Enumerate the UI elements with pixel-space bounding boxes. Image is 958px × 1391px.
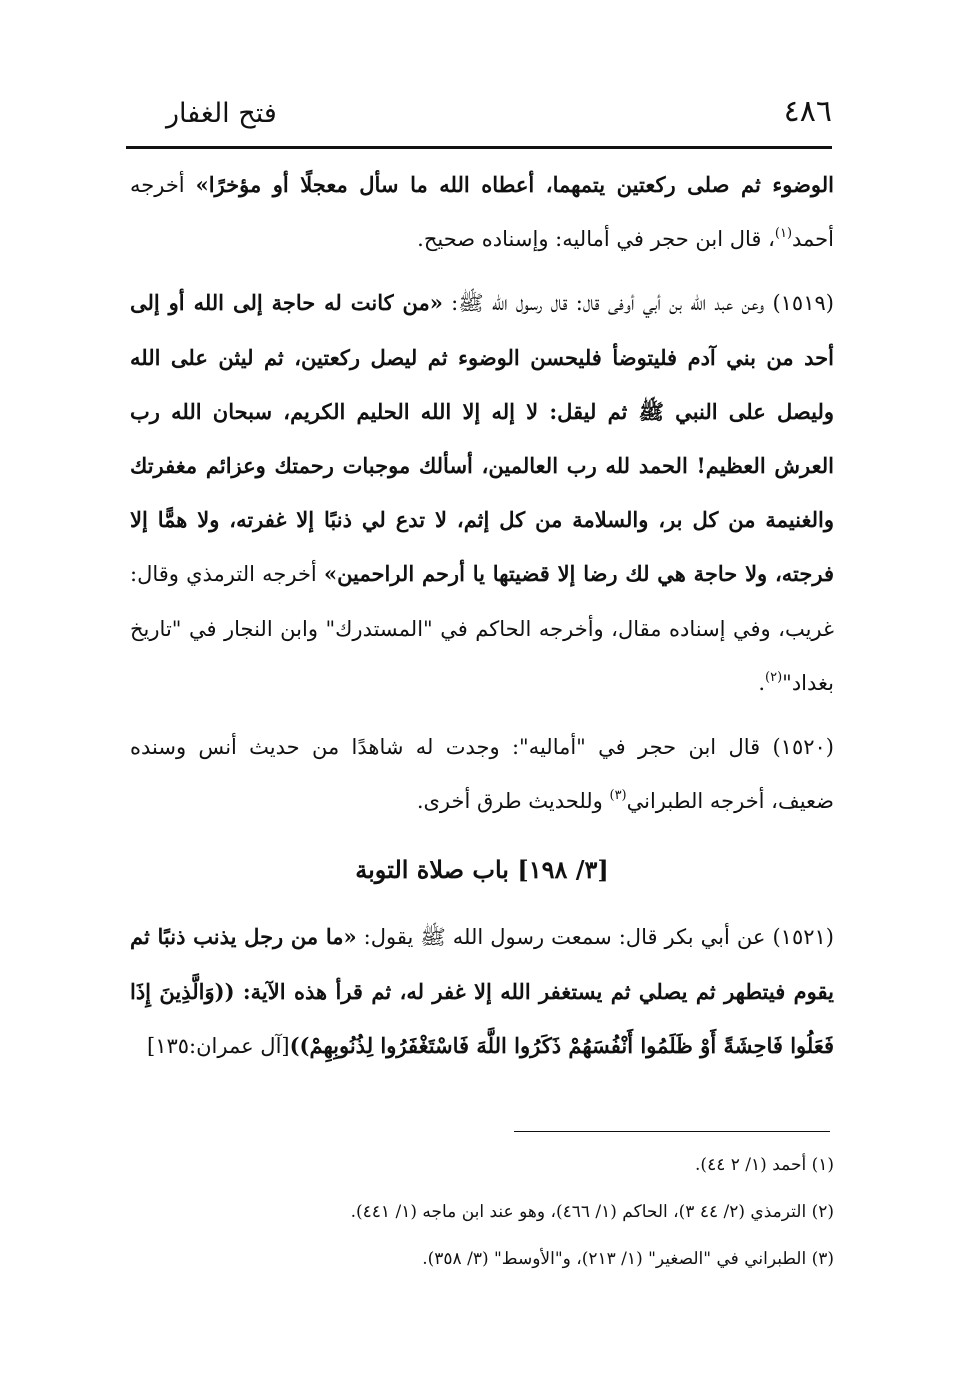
footnote-ref[interactable]: (١) [774,226,793,242]
hadith-quote: «ما من رجل يذنب ذنبًا ثم يقوم فيتطهر ثم يصلي ثم يستغفر الله إلا غفر له، ثم قرأ هذه الآية: ((وَالَّذِينَ إِذَا فَعَلُوا فَاحِشَةً أَوْ ظَلَمُوا أَنْفُسَهُمْ ذَكَرُوا اللَّهَ فَاسْتَغْفَرُوا لِذُنُوبِهِمْ)) [130,924,834,1058]
footnote-ref[interactable]: (٢) [765,669,783,685]
paragraph-1519 [130,276,834,710]
paragraph-text: أخرجه الترمذي وقال: غريب، وفي إسناده مقال، وأخرجه الحاكم في "المستدرك" وابن النجار في "تاريخ بغداد" [130,562,834,695]
running-title: فتح الغفار [166,98,277,129]
hadith-quote: الوضوء ثم صلى ركعتين يتمهما، أعطاه الله ما سأل معجلًا أو مؤخرًا» [195,172,834,197]
hadith-number: (١٥٢٠) [772,735,834,760]
paragraph-continuation [130,158,834,266]
paragraph-text: قال ابن حجر في "أماليه": وجدت له شاهدًا من حديث أنس وسنده ضعيف، أخرجه الطبراني [130,735,834,814]
page-header [126,92,832,142]
paragraph-text: عن أبي بكر قال: سمعت رسول الله ﷺ يقول: [356,925,773,950]
paragraph-1521 [130,910,834,1073]
paragraph-text: وعن عبد الله بن أبي أوفى قال: قال رسول الله ﷺ: [442,291,773,316]
paragraph-text: وللحديث طرق أخرى. [416,789,610,814]
footnote-2: (٢) الترمذي (٢/ ٤٤ ٣)، الحاكم (١/ ٤٦٦)، وهو عند ابن ماجه (١/ ٤٤١). [350,1202,834,1222]
paragraph-1520 [130,720,834,828]
hadith-number: (١٥١٩) [772,291,834,316]
section-heading: [٣/ ١٩٨] باب صلاة التوبة [355,855,609,885]
footnote-3: (٣) الطبراني في "الصغير" (١/ ٢١٣)، و"الأوسط" (٣/ ٣٥٨). [422,1249,834,1269]
main-text [130,158,834,1073]
footnote-ref[interactable]: (٣) [609,788,627,804]
header-divider [126,146,832,149]
hadith-quote: «من كانت له حاجة إلى الله أو إلى أحد من بني آدم فليتوضأ فليحسن الوضوء ثم ليصل ركعتين، ثم ليثن على الله وليصل على النبي ﷺ ثم ليقل: لا إله إلا الله الحليم الكريم، سبحان الله رب العرش العظيم! الحمد لله رب العالمين، أسألك موجبات رحمتك وعزائم مغفرتك والغنيمة من كل بر، والسلامة من كل إثم، لا تدع لي ذنبًا إلا غفرته، ولا همًّا إلا فرجته، ولا حاجة هي لك رضا إلا قضيتها يا أرحم الراحمين» [130,290,834,587]
hadith-number: (١٥٢١) [772,925,834,950]
quran-citation: [آل عمران:١٣٥] [147,1033,290,1058]
footnote-divider [514,1131,830,1132]
paragraph-text: . [758,670,766,695]
paragraph-text: أخرجه أحمد [130,173,834,252]
page-number: ٤٨٦ [783,94,832,129]
footnotes [130,1142,834,1283]
paragraph-text: ، قال ابن حجر في أماليه: وإسناده صحيح. [417,227,775,252]
footnote-1: (١) أحمد (١/ ٢ ٤٤). [695,1155,834,1175]
